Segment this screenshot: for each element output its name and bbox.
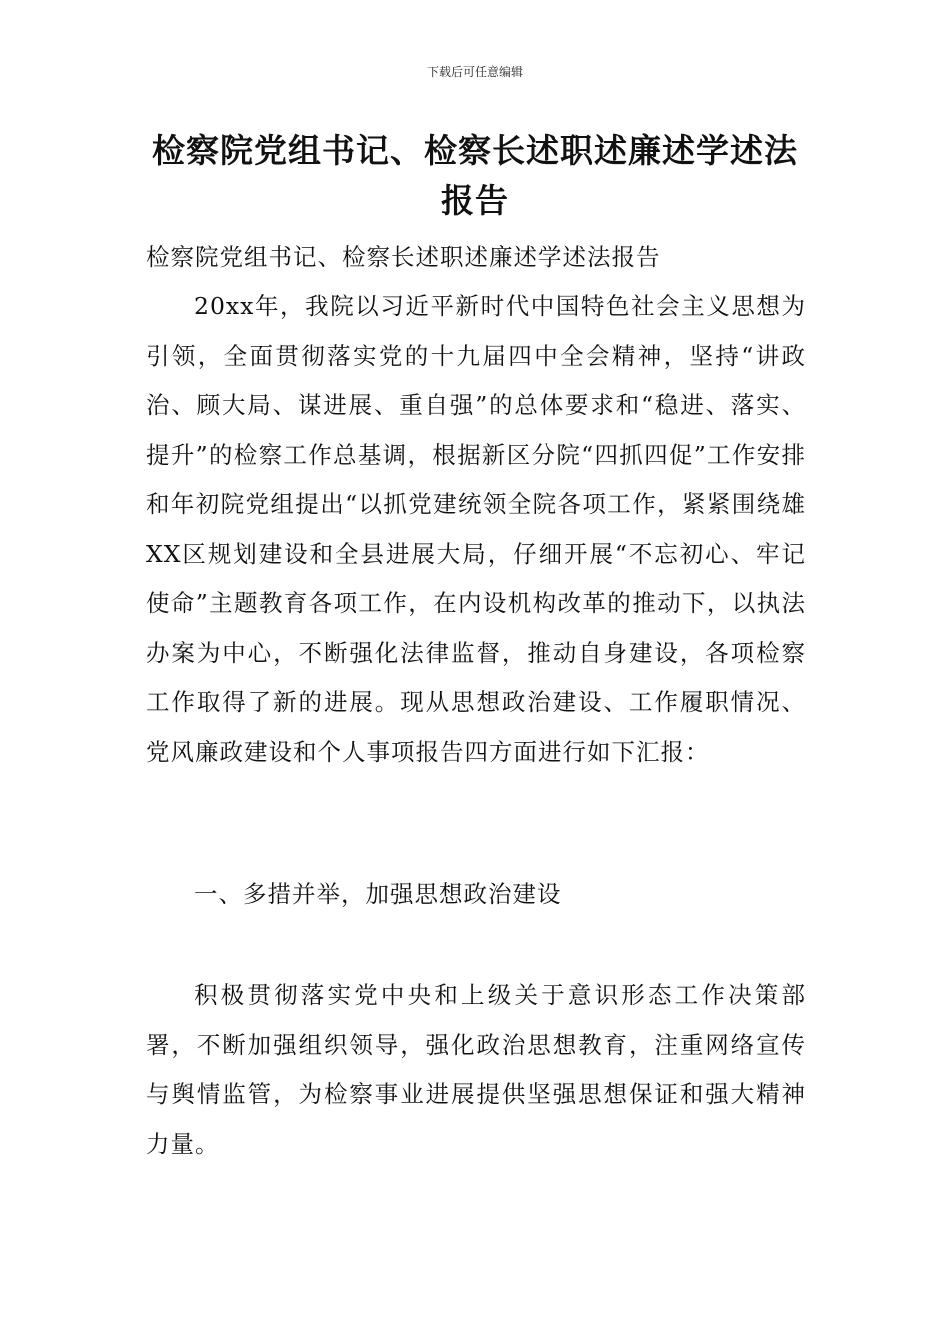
- document-subtitle: 检察院党组书记、检察长述职述廉述学述法报告: [146, 243, 661, 271]
- paragraph-intro: 20xx年，我院以习近平新时代中国特色社会主义思想为引领，全面贯彻落实党的十九届四中全会精神，坚持“讲政治、顾大局、谋进展、重自强”的总体要求和“稳进、落实、提升”的检察工作总基调，根据新区分院“四抓四促”工作安排和年初院党组提出“以抓党建统领全院各项工作，紧紧围绕雄XX区规划建设和全县进展大局，仔细开展“不忘初心、牢记使命”主题教育各项工作，在内设机构改革的推动下，以执法办案为中心，不断强化法律监督，推动自身建设，各项检察工作取得了新的进展。现从思想政治建设、工作履职情况、党风廉政建设和个人事项报告四方面进行如下汇报：: [146, 292, 806, 766]
- header-note: 下载后可任意编辑: [426, 65, 523, 79]
- section-heading-1: 一、多措并举，加强思想政治建设: [194, 880, 562, 908]
- document-title: 检察院党组书记、检察长述职述廉述学述法报告: [152, 131, 798, 220]
- paragraph-section-1: 积极贯彻落实党中央和上级关于意识形态工作决策部署，不断加强组织领导，强化政治思想教育，注重网络宣传与舆情监管，为检察事业进展提供坚强思想保证和强大精神力量。: [146, 981, 806, 1158]
